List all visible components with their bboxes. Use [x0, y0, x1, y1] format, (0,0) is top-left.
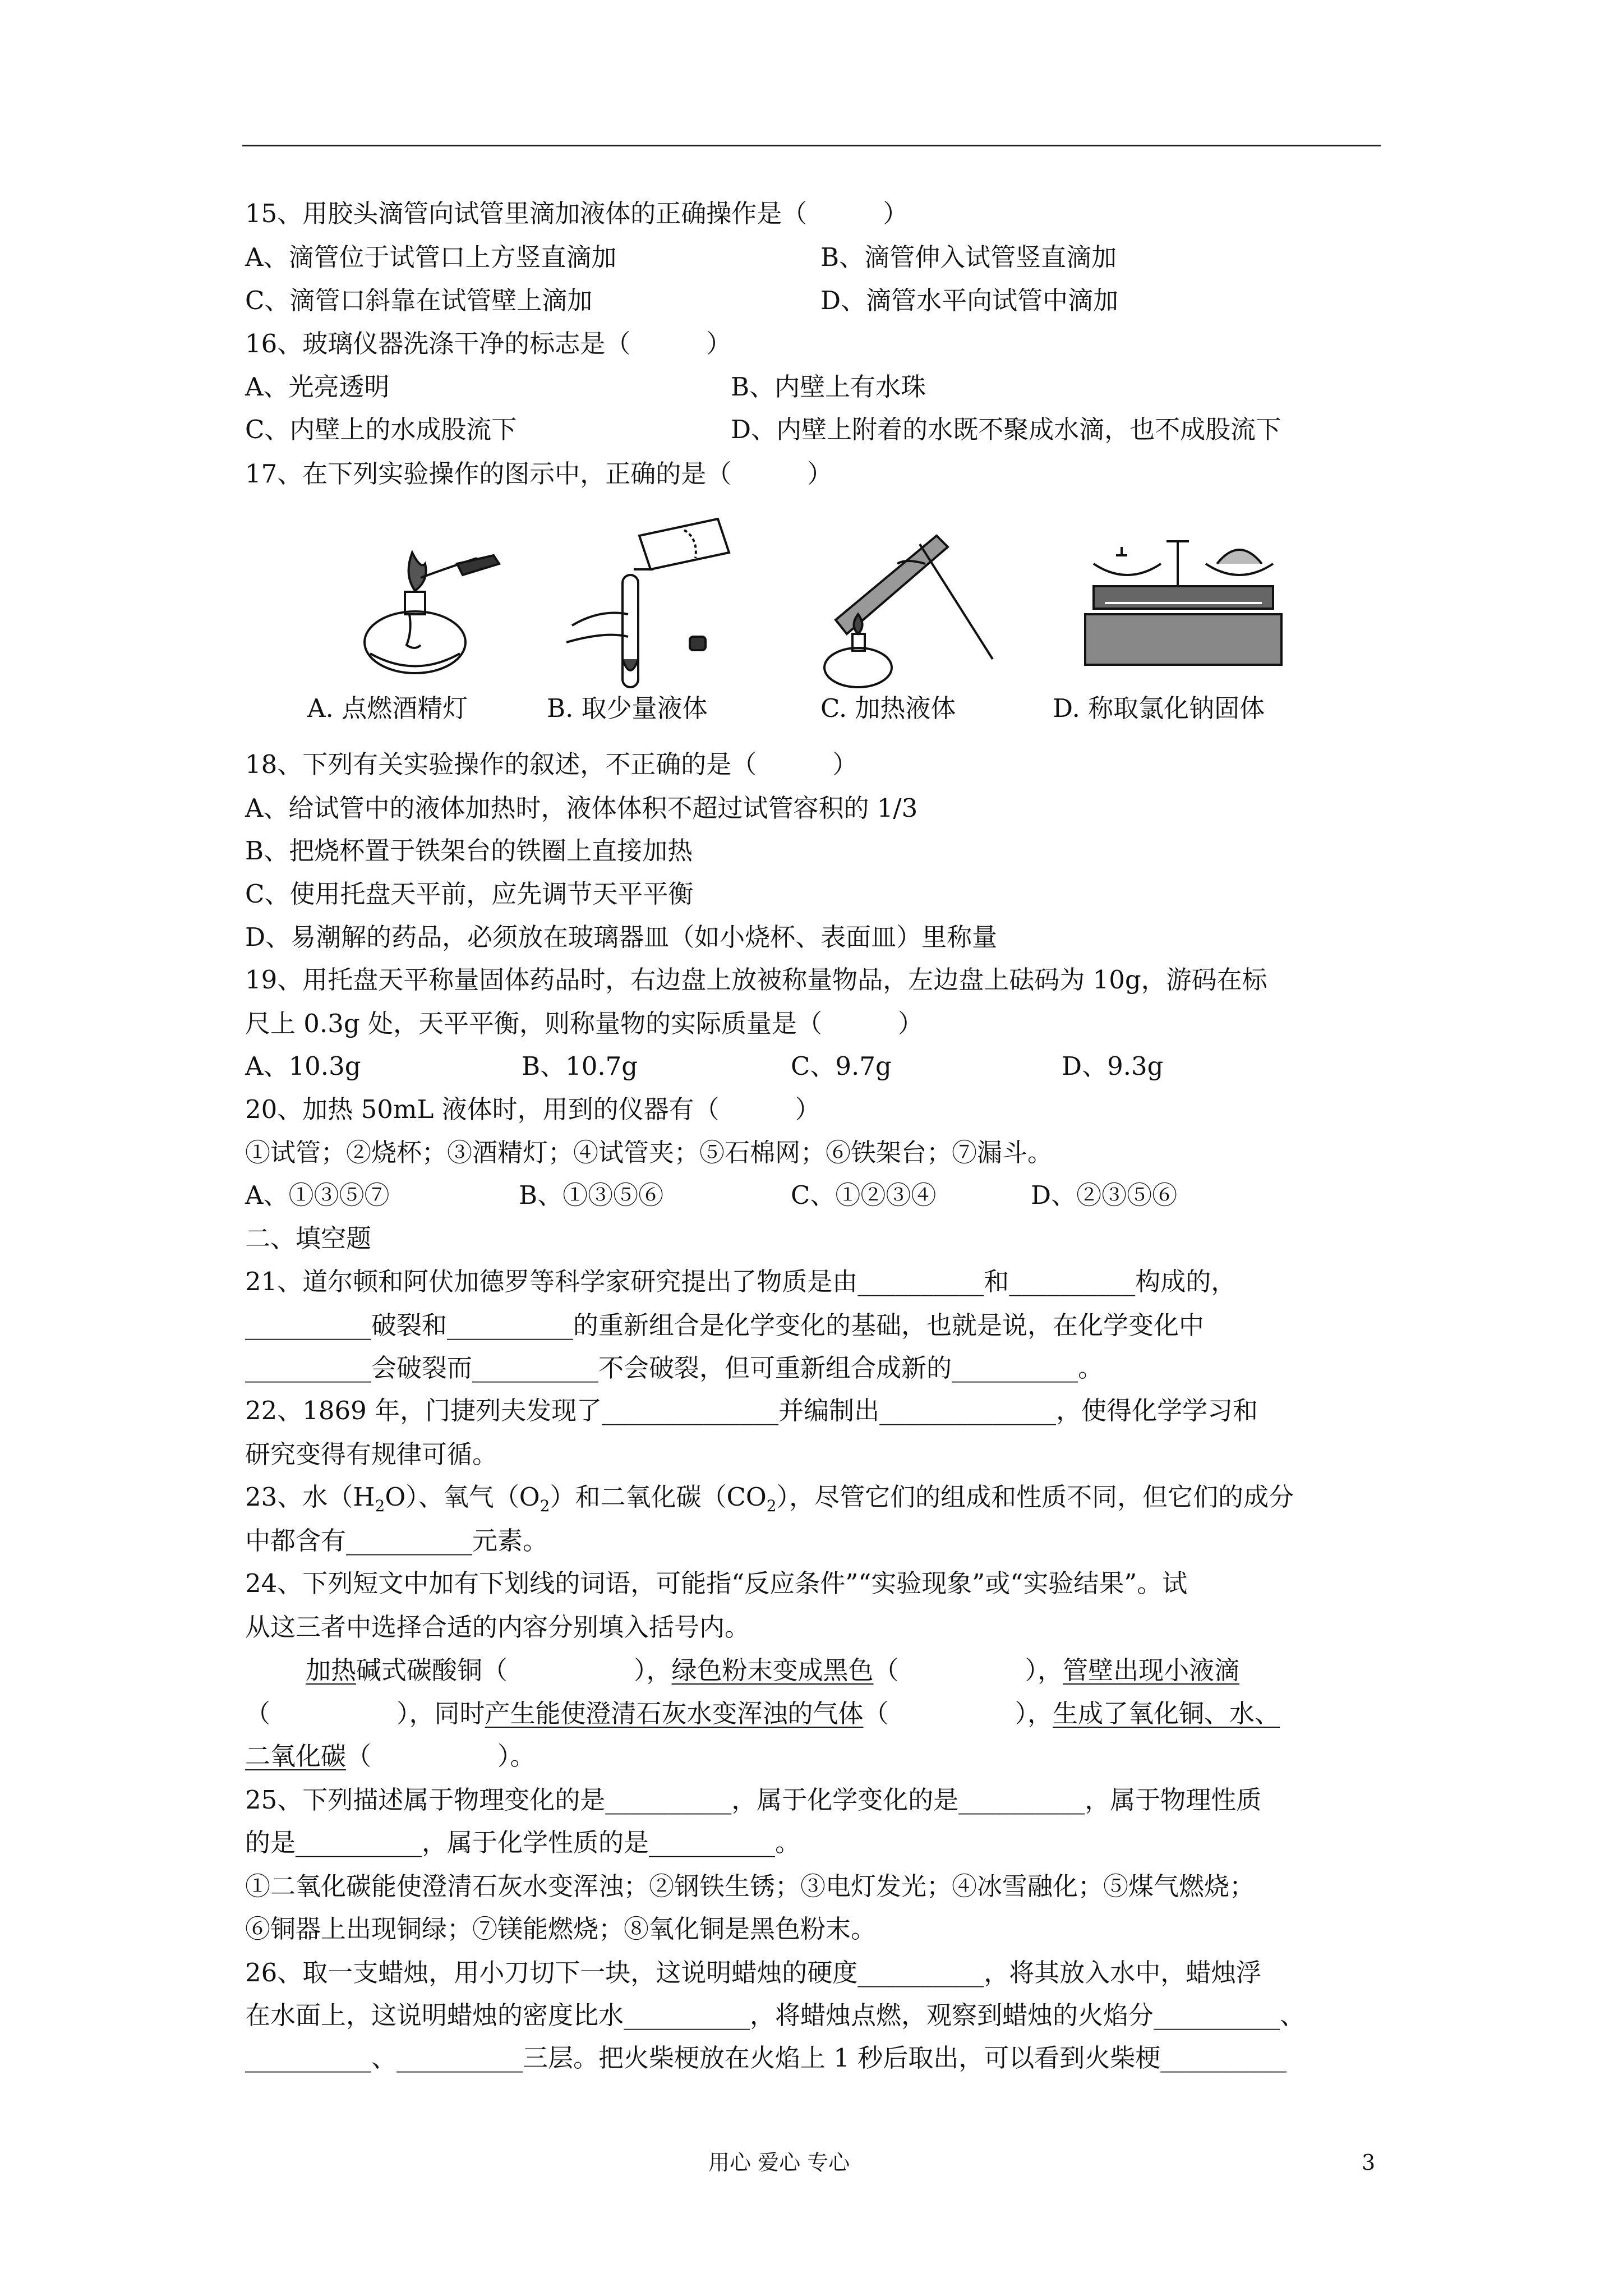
q19-option-c: C、9.7g [791, 1051, 892, 1081]
q16-option-d: D、内壁上附着的水既不聚成水滴，也不成股流下 [731, 415, 1281, 444]
q23-sub-h2o: 2 [375, 1497, 385, 1515]
q23-part3: ）和二氧化碳（CO [550, 1482, 767, 1512]
q21-line3: __________会破裂而__________不会破裂，但可重新组合成新的__________。 [245, 1353, 1104, 1383]
balance-weighing-figure [1082, 530, 1284, 676]
q25-line4: ⑥铜器上出现铜绿；⑦镁能燃烧；⑧氧化铜是黑色粉末。 [245, 1914, 877, 1944]
q23-part2: O）、氧气（O [385, 1482, 540, 1512]
heating-liquid-figure [813, 513, 1004, 698]
q21-line2: __________破裂和__________的重新组合是化学变化的基础，也就是说，在化学变化中 [245, 1310, 1205, 1340]
q19-option-b: B、10.7g [522, 1051, 638, 1081]
q24-underline-gas: 产生能使澄清石灰水变浑浊的气体 [485, 1699, 864, 1728]
q22-line1: 22、1869 年，门捷列夫发现了______________并编制出______________，使得化学学习和 [245, 1396, 1258, 1425]
q23-line2: 中都含有__________元素。 [245, 1526, 548, 1556]
header-rule [242, 145, 1381, 146]
q25-line3: ①二氧化碳能使澄清石灰水变浑浊；②钢铁生锈；③电灯发光；④冰雪融化；⑤煤气燃烧； [245, 1871, 1255, 1901]
q18-option-c: C、使用托盘天平前，应先调节天平平衡 [245, 879, 694, 909]
q24-underline-droplets: 管壁出现小液滴 [1063, 1655, 1240, 1685]
q25-line1: 25、下列描述属于物理变化的是__________，属于化学变化的是__________，属于物理性质 [245, 1785, 1262, 1815]
q24-line1: 24、下列短文中加有下划线的词语，可能指“反应条件”“实验现象”或“实验结果”。试 [245, 1568, 1188, 1598]
q26-line2: 在水面上，这说明蜡烛的密度比水__________，将蜡烛点燃，观察到蜡烛的火焰分__________、 [245, 2000, 1306, 2030]
q21-line1: 21、道尔顿和阿伏加德罗等科学家研究提出了物质是由__________和__________构成的， [245, 1267, 1237, 1296]
q16-option-b: B、内壁上有水珠 [731, 372, 926, 402]
q20-option-d: D、②③⑤⑥ [1031, 1180, 1178, 1210]
q18-option-d: D、易潮解的药品，必须放在玻璃器皿（如小烧杯、表面皿）里称量 [245, 922, 998, 952]
section-heading: 二、填空题 [245, 1223, 372, 1253]
q23-sub-o2: 2 [540, 1497, 550, 1515]
q20-option-c: C、①②③④ [791, 1180, 937, 1210]
q24-underline-green-to-black: 绿色粉末变成黑色 [671, 1655, 874, 1685]
q20-option-b: B、①③⑤⑥ [519, 1180, 664, 1210]
q22-line2: 研究变得有规律可循。 [245, 1439, 498, 1469]
q24-text3: （ ），同时 [245, 1699, 485, 1728]
q24-underline-co2: 二氧化碳 [245, 1741, 347, 1771]
q23-line1 [245, 1484, 1294, 1514]
figure-d-caption: D. 称取氯化钠固体 [1053, 693, 1265, 723]
figure-a-caption: A. 点燃酒精灯 [307, 693, 468, 723]
q24-passage-line3 [245, 1743, 536, 1769]
q26-line3: __________、__________三层。把火柴梗放在火焰上 1 秒后取出，可以看到火柴梗__________ [245, 2043, 1287, 2073]
q23-part4: ），尽管它们的组成和性质不同，但它们的成分 [776, 1482, 1294, 1512]
page-number: 3 [1362, 2150, 1376, 2175]
q15-stem: 15、用胶头滴管向试管里滴加液体的正确操作是（ ） [245, 199, 909, 228]
q24-text6: （ ）。 [346, 1741, 536, 1771]
q24-text4: （ ）， [863, 1699, 1053, 1728]
q19-option-d: D、9.3g [1062, 1051, 1164, 1081]
q24-underline-products: 生成了氧化铜、水、 [1053, 1699, 1280, 1728]
q16-stem: 16、玻璃仪器洗涤干净的标志是（ ） [245, 329, 732, 358]
figure-c-caption: C. 加热液体 [820, 693, 956, 723]
q16-option-a: A、光亮透明 [245, 372, 390, 402]
figure-b-caption: B. 取少量液体 [547, 693, 708, 723]
q23-part1: 23、水（H [245, 1482, 375, 1512]
q19-stem-line2: 尺上 0.3g 处，天平平衡，则称量物的实际质量是（ ） [245, 1009, 923, 1038]
q16-option-c: C、内壁上的水成股流下 [245, 415, 517, 444]
pouring-liquid-figure [555, 513, 746, 693]
q20-option-a: A、①③⑤⑦ [245, 1180, 390, 1210]
q18-option-b: B、把烧杯置于铁架台的铁圈上直接加热 [245, 836, 693, 866]
q15-option-b: B、滴管伸入试管竖直滴加 [820, 242, 1117, 272]
q26-line1: 26、取一支蜡烛，用小刀切下一块，这说明蜡烛的硬度__________，将其放入水中，蜡烛浮 [245, 1958, 1262, 1987]
q23-sub-co2: 2 [766, 1497, 777, 1515]
q24-text2: （ ）， [873, 1655, 1063, 1685]
q24-passage-line2 [245, 1701, 1280, 1726]
q24-line2: 从这三者中选择合适的内容分别填入括号内。 [245, 1612, 750, 1642]
q15-option-a: A、滴管位于试管口上方竖直滴加 [245, 242, 617, 272]
q15-option-c: C、滴管口斜靠在试管壁上滴加 [245, 286, 593, 315]
q20-stem: 20、加热 50mL 液体时，用到的仪器有（ ） [245, 1094, 820, 1124]
q15-option-d: D、滴管水平向试管中滴加 [820, 286, 1119, 315]
q17-stem: 17、在下列实验操作的图示中，正确的是（ ） [245, 459, 833, 489]
q19-option-a: A、10.3g [245, 1051, 361, 1081]
footer-motto: 用心 爱心 专心 [708, 2150, 850, 2175]
q19-stem-line1: 19、用托盘天平称量固体药品时，右边盘上放被称量物品，左边盘上砝码为 10g，游码在标 [245, 965, 1267, 995]
q24-passage-line1 [306, 1655, 1240, 1685]
alcohol-lamp-lighting-figure [359, 524, 527, 693]
q18-stem: 18、下列有关实验操作的叙述，不正确的是（ ） [245, 749, 858, 779]
q24-text1: 碱式碳酸铜（ ）， [356, 1655, 672, 1685]
q20-items: ①试管；②烧杯；③酒精灯；④试管夹；⑤石棉网；⑥铁架台；⑦漏斗。 [245, 1138, 1053, 1167]
q18-option-a: A、给试管中的液体加热时，液体体积不超过试管容积的 1/3 [245, 793, 918, 823]
q25-line2: 的是__________，属于化学性质的是__________。 [245, 1828, 801, 1857]
q24-underline-heating: 加热 [306, 1655, 357, 1685]
